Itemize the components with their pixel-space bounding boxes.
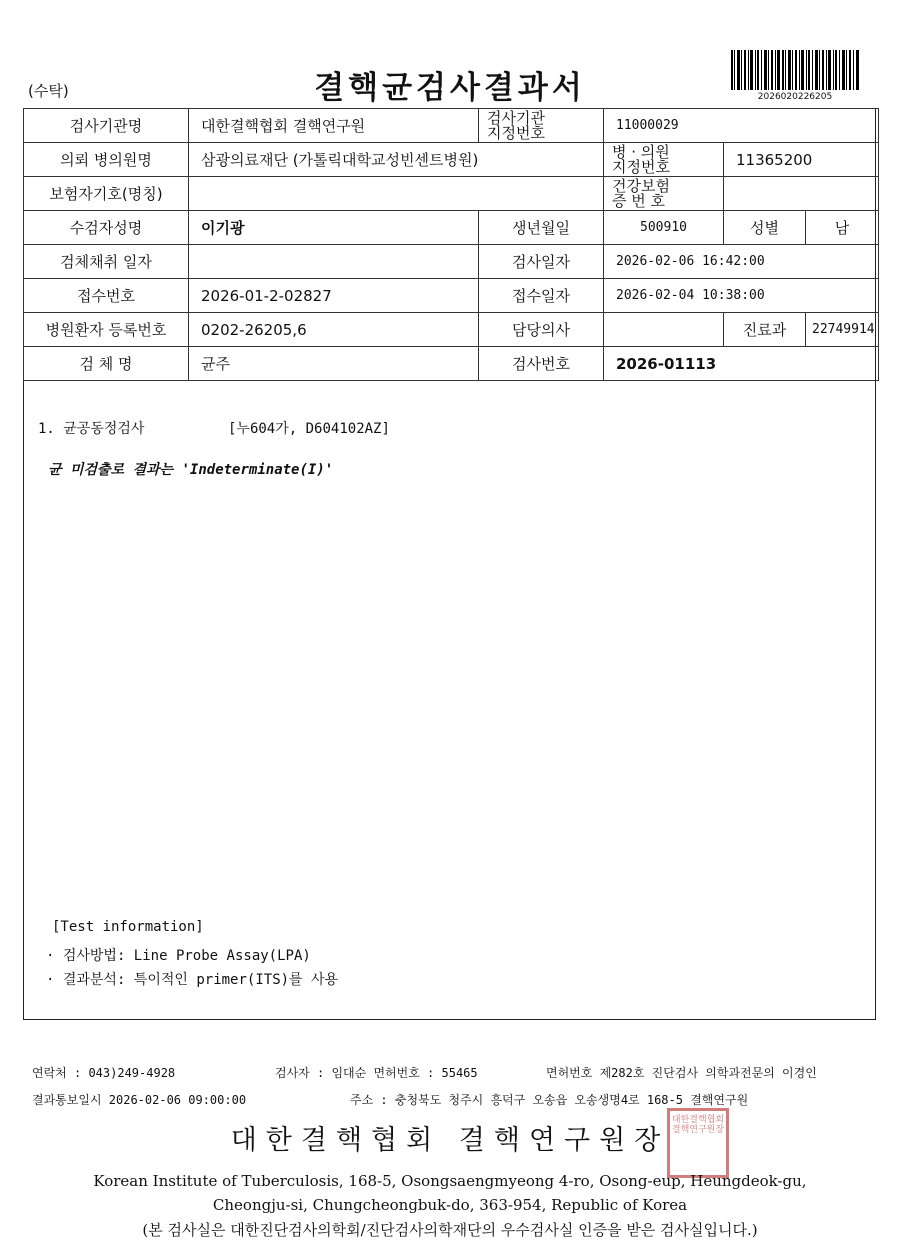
row-hospital (24, 143, 879, 177)
hospital-label: 의뢰 병의원명 (24, 143, 189, 177)
hospital: 삼광의료재단 (가톨릭대학교성빈센트병원) (189, 143, 604, 177)
row-patient (24, 211, 879, 245)
patient-reg-label: 병원환자 등록번호 (24, 313, 189, 347)
institute-name: 대한결핵협회 결핵연구원장 (230, 1125, 670, 1156)
patient-name: 이기광 (189, 211, 479, 245)
contact: 연락처 : 043)249-4928 (32, 1066, 176, 1080)
receipt-date: 2026-02-04 10:38:00 (604, 279, 879, 313)
test-date: 2026-02-06 16:42:00 (604, 245, 879, 279)
patient-name-label: 수검자성명 (24, 211, 189, 245)
test-code: [누604가, D604102AZ] (228, 421, 390, 437)
test-date-label: 검사일자 (479, 245, 604, 279)
health-insurance (724, 177, 879, 211)
hospital-designation-label: 병 · 의원 지정번호 (604, 143, 724, 177)
lab-designation-label: 검사기관 지정번호 (479, 109, 604, 143)
collection-date-label: 검체채취 일자 (24, 245, 189, 279)
row-receipt (24, 279, 879, 313)
specimen: 균주 (189, 347, 479, 381)
license-note: 면허번호 제282호 진단검사 의학과전문의 이경인 (546, 1066, 817, 1080)
address: 주소 : 충청북도 청주시 흥덕구 오송읍 오송생명4로 168-5 결핵연구원 (350, 1093, 749, 1107)
examiner: 검사자 : 임대순 면허번호 : 55465 (275, 1066, 478, 1080)
doctor (604, 313, 724, 347)
birth-label: 생년월일 (479, 211, 604, 245)
barcode (731, 50, 859, 90)
lab-designation: 11000029 (604, 109, 879, 143)
patient-reg: 0202-26205,6 (189, 313, 479, 347)
row-specimen (24, 347, 879, 381)
info-table (23, 108, 879, 381)
insured (189, 177, 604, 211)
hospital-designation: 11365200 (724, 143, 879, 177)
collection-date (189, 245, 479, 279)
sex: 남 (806, 211, 879, 245)
english-address-line-2: Cheongju-si, Chungcheongbuk-do, 363-954, Republic of Korea (212, 1196, 688, 1214)
row-lab (24, 109, 879, 143)
result-text: 균 미검출로 결과는 'Indeterminate(I)' (48, 462, 334, 478)
birth: 500910 (604, 211, 724, 245)
row-dates (24, 245, 879, 279)
test-method: · 검사방법: Line Probe Assay(LPA) (46, 948, 311, 964)
test-no-label: 검사번호 (479, 347, 604, 381)
certification-note: (본 검사실은 대한진단검사의학회/진단검사의학재단의 우수검사실 인증을 받은 검사실입니다.) (142, 1221, 758, 1239)
insured-label: 보험자기호(명칭) (24, 177, 189, 211)
lab-name: 대한결핵협회 결핵연구원 (189, 109, 479, 143)
health-insurance-label: 건강보험 증 번 호 (604, 177, 724, 211)
row-registration (24, 313, 879, 347)
barcode-number: 2026020226205 (757, 92, 833, 102)
doctor-label: 담당의사 (479, 313, 604, 347)
receipt-no: 2026-01-2-02827 (189, 279, 479, 313)
receipt-no-label: 접수번호 (24, 279, 189, 313)
test-no: 2026-01113 (604, 347, 879, 381)
dept-label: 진료과 (724, 313, 806, 347)
dept: 22749914 (806, 313, 879, 347)
copy-label: (수탁) (28, 82, 69, 100)
receipt-date-label: 접수일자 (479, 279, 604, 313)
sex-label: 성별 (724, 211, 806, 245)
english-address-line-1: Korean Institute of Tuberculosis, 168-5, Osongsaengmyeong 4-ro, Osong-eup, Heungdeok-gu, (93, 1172, 807, 1190)
report-date: 결과통보일시 2026-02-06 09:00:00 (32, 1093, 247, 1107)
test-line: 1. 균공동정검사 (38, 421, 145, 437)
row-insurance (24, 177, 879, 211)
lab-name-label: 검사기관명 (24, 109, 189, 143)
specimen-label: 검 체 명 (24, 347, 189, 381)
official-seal: 대한결핵협회결핵연구원장 (667, 1108, 729, 1178)
test-info-title: [Test information] (52, 919, 204, 935)
result-analysis: · 결과분석: 특이적인 primer(ITS)를 사용 (46, 972, 339, 988)
document-title: 결핵균검사결과서 (314, 70, 586, 106)
